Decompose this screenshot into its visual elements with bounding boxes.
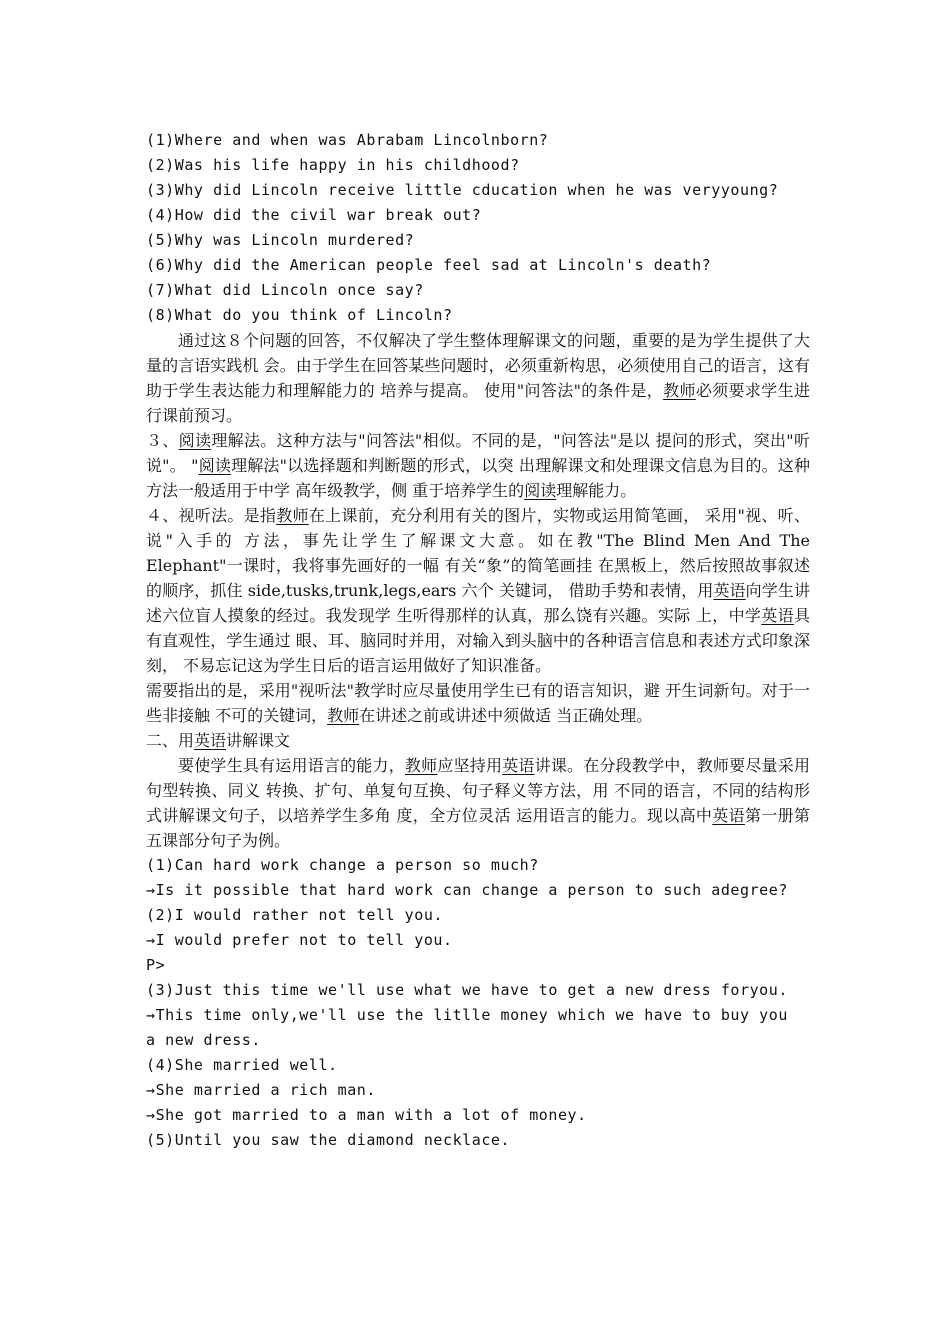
example-line: (2)I would rather not tell you. bbox=[146, 906, 444, 924]
example-line: →I would prefer not to tell you. bbox=[146, 931, 453, 949]
underlined-term: 英语 bbox=[194, 731, 227, 750]
underlined-term: 英语 bbox=[761, 606, 794, 625]
underlined-term: 阅读 bbox=[524, 481, 557, 500]
underlined-term: 教师 bbox=[327, 706, 360, 725]
underlined-term: 英语 bbox=[713, 581, 746, 600]
question-line: (6)Why did the American people feel sad at Lincoln's death? bbox=[146, 256, 712, 274]
paragraph-question-method: 通过这８个问题的回答，不仅解决了学生整体理解课文的问题，重要的是为学生提供了大量的言语实践机 会。由于学生在回答某些问题时，必须重新构思，必须使用自己的语言，这有助于学生表达能力和理解能力的 培养与提高。 使用"问答法"的条件是，教师必须要求学生进行课前预习。 bbox=[146, 331, 810, 425]
question-line: (3)Why did Lincoln receive little cducation when he was veryyoung? bbox=[146, 181, 779, 199]
underlined-term: 阅读 bbox=[198, 456, 232, 475]
paragraph-audiovisual-method: ４、视听法。是指教师在上课前，充分利用有关的图片，实物或运用简笔画， 采用"视、听、说"入手的 方法，事先让学生了解课文大意。如在教"The Blind Men And The Elephant"一课时，我将事先画好的一幅 有关“象”的简笔画挂 在黑板上，然后按照故事叙述的顺序，抓住 side,tusks,trunk,legs,ears 六个 关键词， 借助手势和表情，用英语向学生讲述六位盲人摸象的经过。我发现学 生听得那样的认真，那么饶有兴趣。实际 上，中学英语具有直观性，学生通过 眼、耳、脑同时并用，对输入到头脑中的各种语言信息和表述方式印象深 刻， 不易忘记这为学生日后的语言运用做好了知识准备。 bbox=[146, 506, 810, 675]
underlined-term: 教师 bbox=[663, 381, 696, 400]
example-line: (3)Just this time we'll use what we have to get a new dress foryou. bbox=[146, 981, 788, 999]
question-line: (7)What did Lincoln once say? bbox=[146, 281, 424, 299]
example-line: →This time only,we'll use the litlle money which we have to buy you bbox=[146, 1006, 788, 1024]
underlined-term: 教师 bbox=[404, 756, 438, 775]
question-line: (4)How did the civil war break out? bbox=[146, 206, 482, 224]
question-line: (5)Why was Lincoln murdered? bbox=[146, 231, 415, 249]
underlined-term: 英语 bbox=[502, 756, 535, 775]
example-line: (1)Can hard work change a person so much? bbox=[146, 856, 539, 874]
underlined-term: 阅读 bbox=[178, 431, 212, 450]
example-line: →Is it possible that hard work can change a person to such adegree? bbox=[146, 881, 788, 899]
example-line: (4)She married well. bbox=[146, 1056, 338, 1074]
question-line: (1)Where and when was Abrabam Lincolnborn? bbox=[146, 131, 549, 149]
paragraph-reading-method: ３、阅读理解法。这种方法与"问答法"相似。不同的是，"问答法"是以 提问的形式，突出"听说"。 "阅读理解法"以选择题和判断题的形式，以突 出理解课文和处理课文信息为目的。这种方法一般适用于中学 高年级教学，侧 重于培养学生的阅读理解能力。 bbox=[146, 431, 810, 500]
example-line: →She married a rich man. bbox=[146, 1081, 376, 1099]
section-heading: 二、用英语讲解课文 bbox=[146, 731, 291, 750]
paragraph-english-explanation: 要使学生具有运用语言的能力，教师应坚持用英语讲课。在分段教学中，教师要尽量采用句型转换、同义 转换、扩句、单复句互换、句子释义等方法，用 不同的语言，不同的结构形式讲解课文句子，以培养学生多角 度，全方位灵活 运用语言的能力。现以高中英语第一册第五课部分句子为例。 bbox=[146, 756, 810, 850]
example-line: →She got married to a man with a lot of money. bbox=[146, 1106, 587, 1124]
document-body bbox=[146, 128, 810, 1153]
example-line: P> bbox=[146, 956, 166, 974]
question-line: (2)Was his life happy in his childhood? bbox=[146, 156, 520, 174]
paragraph-note: 需要指出的是，采用"视听法"教学时应尽量使用学生已有的语言知识，避 开生词新句。对于一些非接触 不可的关键词，教师在讲述之前或讲述中须做适 当正确处理。 bbox=[146, 681, 810, 725]
example-line: (5)Until you saw the diamond necklace. bbox=[146, 1131, 511, 1149]
question-line: (8)What do you think of Lincoln? bbox=[146, 306, 453, 324]
example-line: a new dress. bbox=[146, 1031, 261, 1049]
underlined-term: 教师 bbox=[276, 506, 309, 525]
underlined-term: 英语 bbox=[712, 806, 745, 825]
